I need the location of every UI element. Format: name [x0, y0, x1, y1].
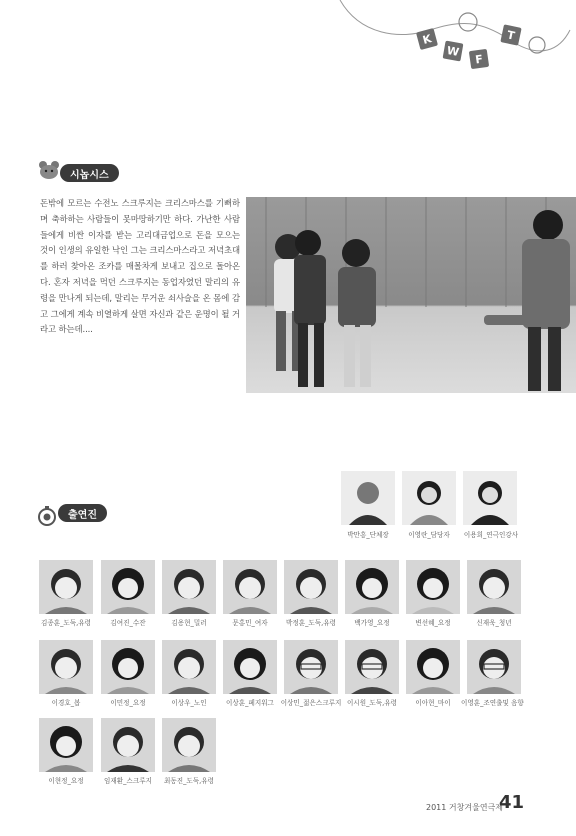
portrait-silhouette — [162, 640, 216, 694]
cast-caption: 이영훈_조연출및 음향 — [461, 699, 524, 707]
staff-caption: 이영란_담당자 — [408, 531, 450, 539]
logo-letter-t: T — [500, 24, 521, 45]
page-number: 41 — [499, 792, 525, 813]
kwft-logo — [330, 0, 576, 80]
cast-caption: 이상우_노인 — [171, 699, 207, 707]
cast-portrait — [284, 560, 338, 614]
cast-portrait — [284, 640, 338, 694]
cast-caption: 임재환_스크루지 — [104, 777, 152, 785]
logo-letter-k: K — [416, 28, 438, 50]
stage-photo — [246, 197, 576, 393]
cast-caption: 최동진_도둑,유령 — [164, 777, 214, 785]
portrait-silhouette — [406, 560, 460, 614]
portrait-silhouette — [223, 640, 277, 694]
cast-caption: 백가영_요정 — [354, 619, 390, 627]
portrait-silhouette — [39, 560, 93, 614]
portrait-silhouette — [467, 640, 521, 694]
cast-caption: 이민정_요정 — [110, 699, 146, 707]
cast-portrait — [345, 640, 399, 694]
cast-portrait — [101, 718, 155, 772]
portrait-silhouette — [406, 640, 460, 694]
cast-portrait — [223, 560, 277, 614]
portrait-silhouette — [341, 471, 395, 525]
cast-portrait — [101, 560, 155, 614]
cast-caption: 신재욱_청년 — [476, 619, 512, 627]
cast-portrait — [39, 718, 93, 772]
portrait-silhouette — [467, 560, 521, 614]
portrait-silhouette — [39, 718, 93, 772]
medal-icon — [36, 506, 58, 526]
logo-letter-w: W — [443, 41, 464, 62]
cast-caption: 이현정_요정 — [48, 777, 84, 785]
logo-letter-f: F — [469, 49, 489, 69]
portrait-silhouette — [284, 560, 338, 614]
portrait-silhouette — [463, 471, 517, 525]
portrait-silhouette — [223, 560, 277, 614]
cast-heading: 출연진 — [58, 504, 107, 522]
cast-portrait — [39, 560, 93, 614]
synopsis-text: 돈밖에 모르는 수전노 스크루지는 크리스마스를 기뻐하며 축하하는 사람들이 못마땅하기만 하다. 가난한 사람들에게 비싼 이자를 받는 고리대금업으로 돈을 모으는 것이 인생의 유일한 낙인 그는 크리스마스라고 저녁초대를 하러 찾아온 조카를 매몰차게 보내고 집으로 돌아온다. 혼자 저녁을 먹던 스크루지는 동업자였던 말리의 유령을 만나게 되는데, 말리는 무거운 쇠사슬을 온 몸에 감고 그에게 계속 비열하게 살면 자신과 같은 운명이 될 거라고 하는데.... — [40, 198, 240, 335]
cast-portrait — [162, 640, 216, 694]
staff-portrait — [341, 471, 395, 525]
portrait-silhouette — [101, 718, 155, 772]
portrait-silhouette — [101, 640, 155, 694]
staff-portrait — [402, 471, 456, 525]
portrait-silhouette — [162, 560, 216, 614]
cast-caption: 이상민_젊은스크루지 — [280, 699, 342, 707]
bear-icon — [38, 160, 60, 180]
cast-portrait — [406, 560, 460, 614]
cast-portrait — [467, 560, 521, 614]
footer-event-name: 2011 거창겨울연극제 — [426, 803, 503, 812]
cast-caption: 박정훈_도둑,유령 — [286, 619, 336, 627]
synopsis-heading: 시놉시스 — [60, 164, 119, 182]
cast-portrait — [162, 560, 216, 614]
cast-caption: 김용현_밀러 — [171, 619, 207, 627]
portrait-silhouette — [162, 718, 216, 772]
cast-portrait — [467, 640, 521, 694]
kite-string-decoration — [330, 0, 576, 80]
cast-portrait — [101, 640, 155, 694]
portrait-silhouette — [284, 640, 338, 694]
cast-caption: 김종훈_도둑,유령 — [41, 619, 91, 627]
cast-caption: 김여진_수잔 — [110, 619, 146, 627]
staff-caption: 이용희_연극인강사 — [463, 531, 519, 539]
cast-caption: 이아현_마이 — [415, 699, 451, 707]
cast-portrait — [406, 640, 460, 694]
cast-portrait — [345, 560, 399, 614]
cast-caption: 문홍민_여자 — [232, 619, 268, 627]
portrait-silhouette — [39, 640, 93, 694]
staff-portrait — [463, 471, 517, 525]
cast-caption: 이시원_도둑,유령 — [347, 699, 397, 707]
cast-portrait — [162, 718, 216, 772]
staff-caption: 박만흥_단체장 — [347, 531, 389, 539]
portrait-silhouette — [402, 471, 456, 525]
cast-portrait — [223, 640, 277, 694]
cast-caption: 변선혜_요정 — [415, 619, 451, 627]
portrait-silhouette — [101, 560, 155, 614]
cast-caption: 이상훈_페지워그 — [226, 699, 274, 707]
portrait-silhouette — [345, 640, 399, 694]
stage-photo-figures — [246, 197, 576, 393]
cast-portrait — [39, 640, 93, 694]
portrait-silhouette — [345, 560, 399, 614]
cast-caption: 이경호_봅 — [51, 699, 81, 707]
